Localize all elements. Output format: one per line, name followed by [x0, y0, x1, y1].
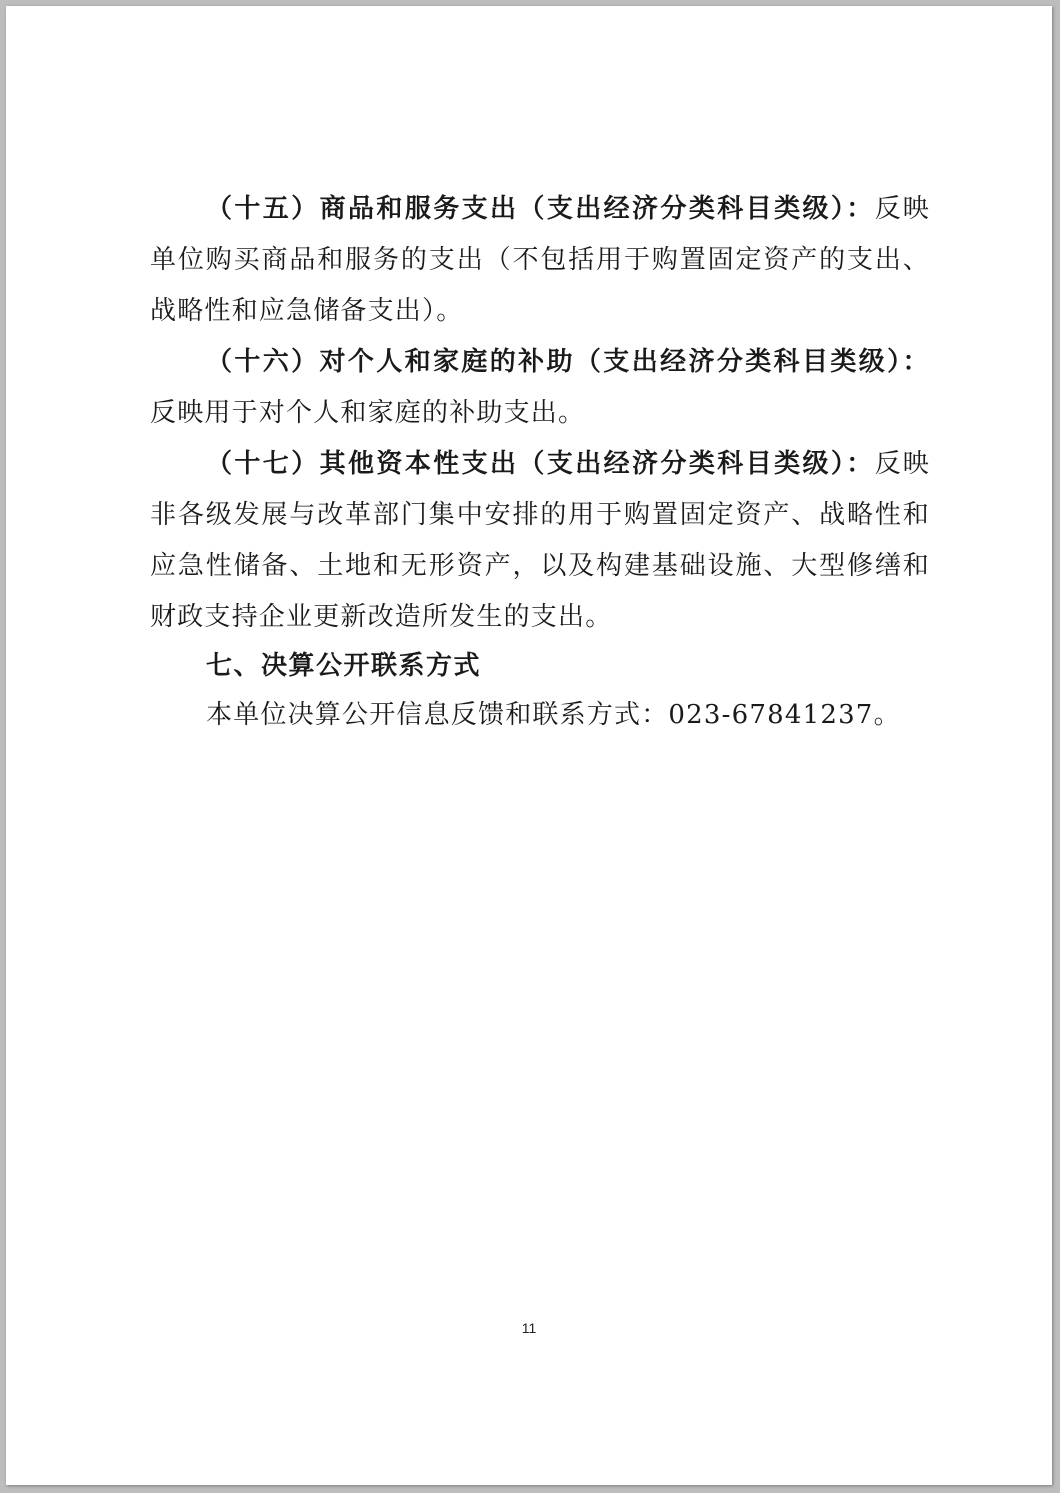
item-body: 反映非各级发展与改革部门集中安排的用于购置固定资产、战略性和应急性储备、土地和无形资产，以及构建基础设施、大型修缮和财政支持企业更新改造所发生的支出。 — [150, 449, 930, 632]
page-content — [150, 184, 930, 741]
definition-item-16 — [150, 337, 930, 439]
item-body: 反映用于对个人和家庭的补助支出。 — [150, 398, 586, 428]
item-lead: （十六）对个人和家庭的补助（支出经济分类科目类级）： — [206, 347, 930, 377]
contact-end: 。 — [873, 700, 901, 730]
contact-phone: 023-67841237 — [668, 700, 874, 730]
contact-line — [150, 689, 930, 741]
document-page — [6, 6, 1052, 1485]
item-body: 反映单位购买商品和服务的支出（不包括用于购置固定资产的支出、战略性和应急储备支出）。 — [150, 194, 930, 326]
section-heading: 七、决算公开联系方式 — [206, 651, 482, 681]
definition-item-15 — [150, 184, 930, 337]
contact-label: 本单位决算公开信息反馈和联系方式： — [206, 700, 669, 730]
definition-item-17 — [150, 439, 930, 643]
item-lead: （十五）商品和服务支出（支出经济分类科目类级）： — [206, 194, 875, 224]
page-number: 11 — [521, 1320, 537, 1336]
item-lead: （十七）其他资本性支出（支出经济分类科目类级）： — [206, 449, 875, 479]
